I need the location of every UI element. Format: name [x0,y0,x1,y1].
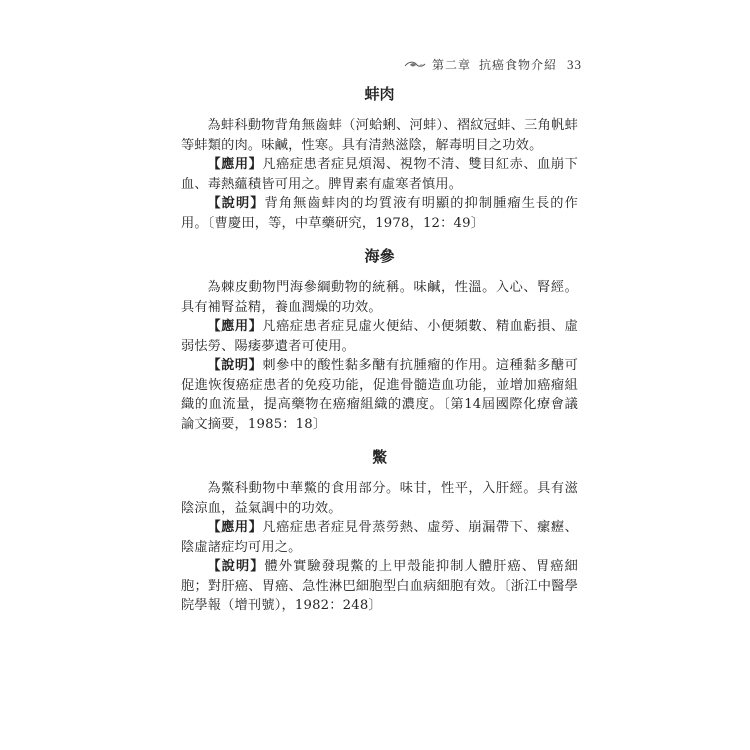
usage-paragraph [181,155,578,194]
usage-text: 凡癌症患者症見虛火便結、小便頻數、精血虧損、虛弱怯勞、陽痿夢遺者可使用。 [181,319,578,354]
note-paragraph [181,194,578,233]
usage-paragraph [181,317,578,356]
section-title: 海參 [364,247,395,265]
section-clam-meat [181,84,578,233]
usage-paragraph [181,518,578,557]
page-content [181,84,578,616]
description-paragraph [181,278,578,317]
usage-label: 【應用】 [207,520,263,535]
description-text: 為蚌科動物背角無齒蚌（河蛤蜊、河蚌）、褶紋冠蚌、三角帆蚌等蚌類的肉。味鹹，性寒。具有清熱滋陰，解毒明目之功效。 [181,118,578,153]
page-number: 33 [567,56,582,72]
section-title: 蚌肉 [364,85,395,103]
description-text: 為鱉科動物中華鱉的食用部分。味甘，性平，入肝經。具有滋陰涼血，益氣調中的功效。 [181,481,578,516]
note-paragraph [181,557,578,616]
chapter-label: 第二章 [431,58,471,72]
chapter-title: 抗癌食物介紹 [478,58,557,72]
note-text: 背角無齒蚌肉的均質液有明顯的抑制腫瘤生長的作用。〔曹慶田，等，中草藥研究，1978，12：49〕 [181,196,578,231]
leaf-ornament-icon [404,60,426,70]
description-paragraph [181,479,578,518]
note-text: 體外實驗發現鱉的上甲殼能抑制人體肝癌、胃癌細胞；對肝癌、胃癌、急性淋巴細胞型白血病細胞有效。〔浙江中醫學院學報（增刊號），1982：248〕 [181,559,578,613]
note-paragraph [181,356,578,434]
usage-text: 凡癌症患者症見煩渴、視物不清、雙目紅赤、血崩下血、毒熱蘊積皆可用之。脾胃素有虛寒者慎用。 [181,157,578,192]
usage-label: 【應用】 [207,157,263,172]
description-paragraph [181,116,578,155]
note-label: 【說明】 [207,358,263,373]
note-label: 【說明】 [207,196,265,211]
usage-text: 凡癌症患者症見骨蒸勞熱、虛勞、崩漏帶下、瘰癧、陰虛諸症均可用之。 [181,520,578,555]
note-text: 刺參中的酸性黏多醣有抗腫瘤的作用。這種黏多醣可促進恢復癌症患者的免疫功能，促進骨髓造血功能，並增加癌瘤組織的血流量，提高藥物在癌瘤組織的濃度。〔第14屆國際化療會議論文摘要，1985：18〕 [181,358,578,432]
description-text: 為棘皮動物門海參綱動物的統稱。味鹹，性溫。入心、腎經。具有補腎益精，養血潤燥的功效。 [181,280,578,315]
section-title: 鱉 [371,448,387,466]
usage-label: 【應用】 [207,319,263,334]
running-header [404,56,582,73]
section-sea-cucumber [181,246,578,434]
section-soft-shell-turtle [181,447,578,616]
note-label: 【說明】 [207,559,265,574]
